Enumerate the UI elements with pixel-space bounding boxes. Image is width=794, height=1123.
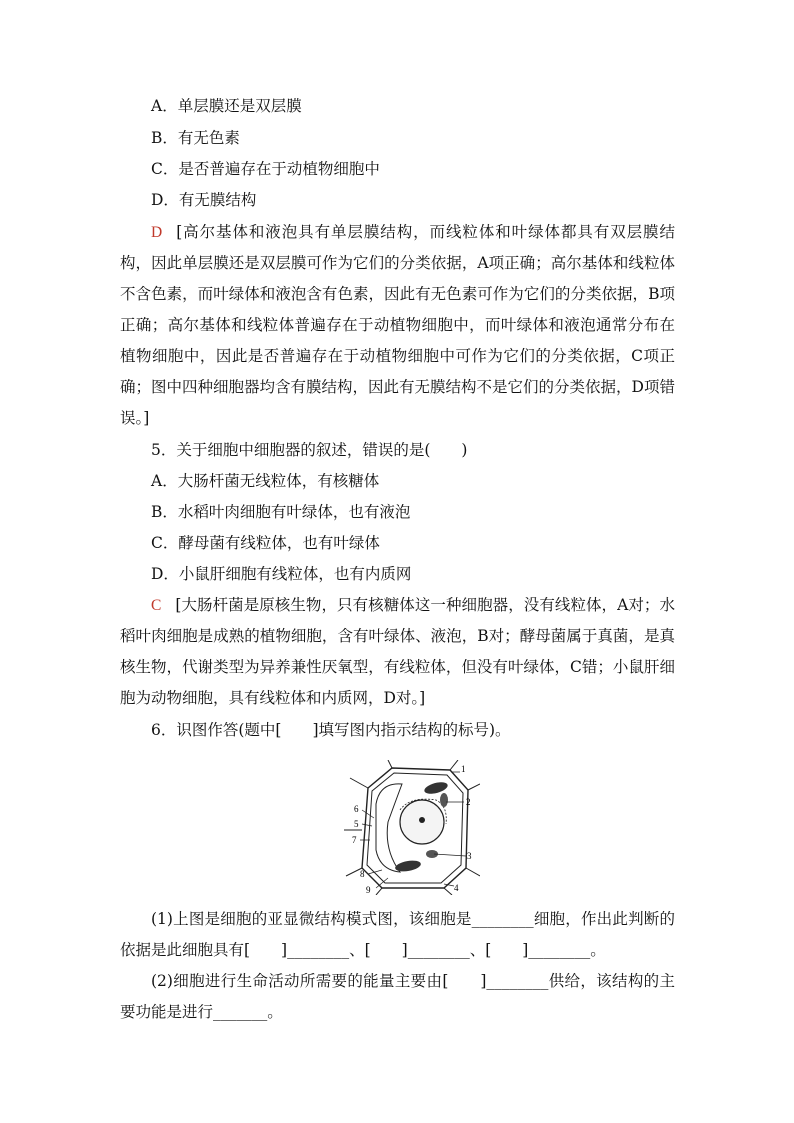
q4-option-c: C．是否普遍存在于动植物细胞中 (151, 160, 380, 178)
q5-option-a: A．大肠杆菌无线粒体，有核糖体 (151, 472, 380, 490)
q5-answer-explanation (120, 590, 675, 714)
q5-answer-text: [大肠杆菌是原核生物，只有核糖体这一种细胞器，没有线粒体，A对；水稻叶肉细胞是成熟的植物细胞，含有叶绿体、液泡，B对；酵母菌属于真菌，是真核生物，代谢类型为异养兼性厌氧型，有线粒体，但没有叶绿体，C错；小鼠肝细胞为动物细胞，具有线粒体和内质网，D对。] (120, 596, 675, 707)
label-9: 9 (366, 885, 371, 895)
q6-sub1: (1)上图是细胞的亚显微结构模式图，该细胞是________细胞，作出此判断的依据是此细胞具有[ ]________、[ ]________、[ ]________。 (120, 910, 675, 959)
q6-sub2: (2)细胞进行生命活动所需要的能量主要由[ ]________供给，该结构的主要功能是进行_______。 (120, 972, 675, 1021)
label-7: 7 (352, 835, 357, 845)
q5-option-b: B．水稻叶肉细胞有叶绿体，也有液泡 (151, 503, 411, 521)
label-1: 1 (461, 764, 466, 774)
plant-cell-diagram (340, 760, 480, 895)
q4-option-b: B．有无色素 (151, 129, 240, 147)
q5-answer-letter: C (151, 597, 162, 614)
label-3: 3 (467, 851, 472, 861)
label-8: 8 (360, 869, 365, 879)
q4-answer-text: [高尔基体和液泡具有单层膜结构，而线粒体和叶绿体都具有双层膜结构，因此单层膜还是双层膜可作为它们的分类依据，A项正确；高尔基体和线粒体不含色素，而叶绿体和液泡含有色素，因此有无色素可作为它们的分类依据，B项正确；高尔基体和线粒体普遍存在于动植物细胞中，而叶绿体和液泡通常分布在植物细胞中，因此是否普遍存在于动植物细胞中可作为它们的分类依据，C项正确；图中四种细胞器均含有膜结构，因此有无膜结构不是它们的分类依据，D项错误。] (120, 223, 675, 427)
q4-option-d: D．有无膜结构 (151, 191, 257, 209)
label-6: 6 (354, 804, 359, 814)
label-2: 2 (466, 797, 471, 807)
label-5: 5 (354, 819, 359, 829)
vacuole (376, 784, 402, 872)
golgi-apparatus (440, 793, 448, 807)
q4-option-a: A．单层膜还是双层膜 (151, 97, 302, 115)
q4-answer-explanation (120, 217, 675, 434)
q5-option-c: C．酵母菌有线粒体，也有叶绿体 (151, 534, 380, 552)
q6-stem: 6．识图作答(题中[ ]填写图内指示结构的标号)。 (151, 721, 511, 739)
plant-cell-svg (340, 760, 480, 895)
q5-stem: 5．关于细胞中细胞器的叙述，错误的是( ) (151, 441, 468, 459)
nucleolus (419, 817, 425, 823)
label-4: 4 (454, 883, 459, 893)
q4-answer-letter: D (151, 224, 163, 241)
q5-option-d: D．小鼠肝细胞有线粒体，也有内质网 (151, 565, 412, 583)
